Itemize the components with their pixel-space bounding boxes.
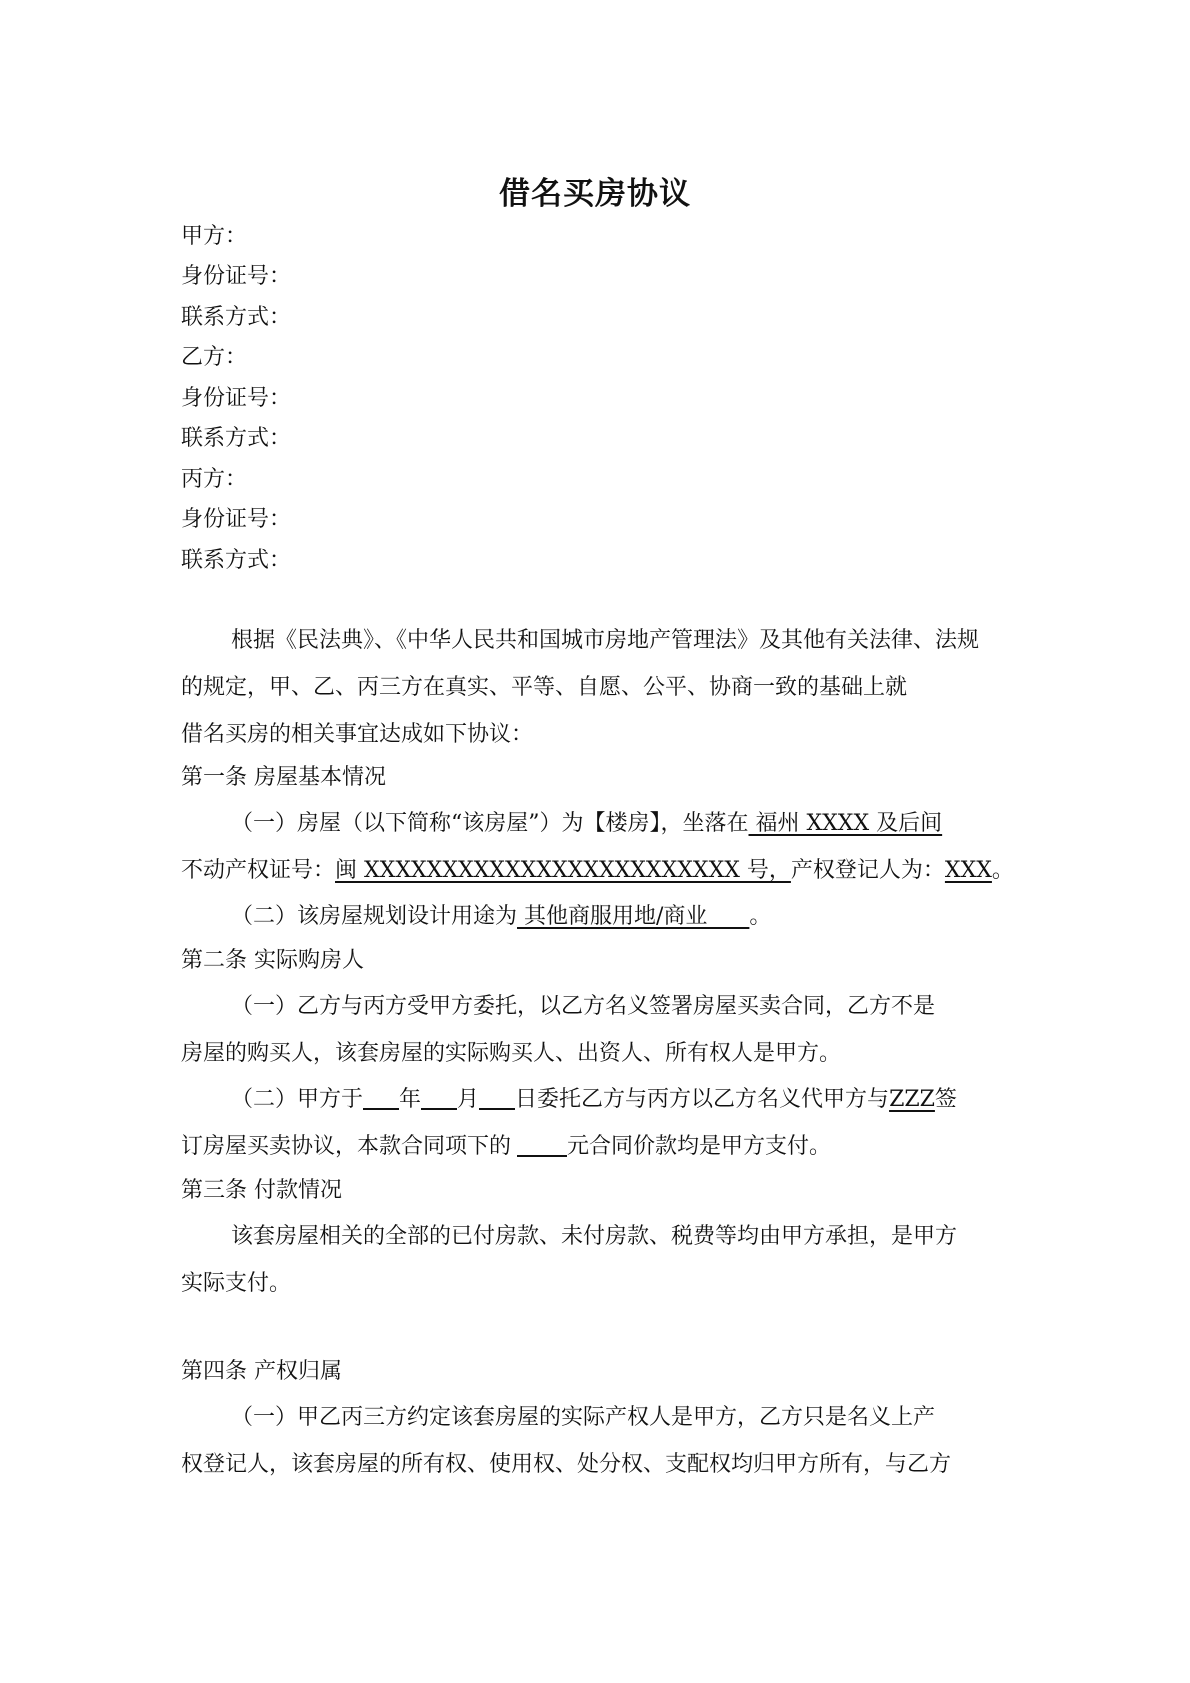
property-location: 福州 XXXX 及后间 [748,811,943,836]
intro-line-1: 根据《民法典》、《中华人民共和国城市房地产管理法》及其他有关法律、法规 [231,628,980,653]
party-b-contact-label: 联系方式： [181,426,292,451]
year-blank [363,1086,399,1110]
article-1-clause-2 [231,902,771,932]
clause-text: 。 [991,858,1014,883]
article-2-clause-2-cont [181,1132,831,1162]
clause-text: 签 [934,1087,957,1112]
clause-text: 月 [457,1087,480,1112]
planned-use: 其他商服用地/商业 [517,904,750,929]
clause-text: （二）该房屋规划设计用途为 [231,904,518,929]
clause-text: 年 [399,1087,422,1112]
article-3-line-2: 实际支付。 [181,1271,292,1296]
article-3-line-1: 该套房屋相关的全部的已付房款、未付房款、税费等均由甲方承担，是甲方 [231,1224,958,1249]
article-2-clause-2 [231,1085,957,1115]
party-a-id-label: 身份证号： [181,264,292,289]
article-4-line-2: 权登记人，该套房屋的所有权、使用权、处分权、支配权均归甲方所有，与乙方 [181,1452,952,1477]
document-title: 借名买房协议 [499,176,691,212]
article-2-clause-1-line-2: 房屋的购买人，该套房屋的实际购买人、出资人、所有权人是甲方。 [181,1041,842,1066]
property-cert-number: 闽 XXXXXXXXXXXXXXXXXXXXXXXX 号， [335,858,791,883]
party-b-label: 乙方： [181,345,248,370]
article-2-heading: 第二条 实际购房人 [181,948,364,973]
article-1-clause-1-cont [181,856,1014,886]
party-b-id-label: 身份证号： [181,386,292,411]
article-2-clause-1-line-1: （一）乙方与丙方受甲方委托，以乙方名义签署房屋买卖合同，乙方不是 [231,994,936,1019]
article-3-heading: 第三条 付款情况 [181,1178,342,1203]
clause-text: （一）房屋（以下简称“该房屋”）为【楼房】，坐落在 [231,811,749,836]
clause-text: 日委托乙方与丙方以乙方名义代甲方与 [515,1087,890,1112]
party-c-id-label: 身份证号： [181,507,292,532]
party-c-contact-label: 联系方式： [181,548,292,573]
party-c-label: 丙方： [181,467,248,492]
party-a-label: 甲方： [181,224,248,249]
article-4-line-1: （一）甲乙丙三方约定该套房屋的实际产权人是甲方，乙方只是名义上产 [231,1405,936,1430]
article-1-clause-1 [231,809,942,839]
article-1-heading: 第一条 房屋基本情况 [181,765,386,790]
clause-text: 不动产权证号： [181,858,336,883]
clause-text: 订房屋买卖协议，本款合同项下的 [181,1134,512,1159]
registered-owner: XXX [944,858,992,883]
seller-name: ZZZ [889,1087,935,1112]
article-4-heading: 第四条 产权归属 [181,1359,342,1384]
intro-line-3: 借名买房的相关事宜达成如下协议： [181,722,534,747]
month-blank [421,1086,457,1110]
intro-line-2: 的规定，甲、乙、丙三方在真实、平等、自愿、公平、协商一致的基础上就 [181,675,908,700]
clause-text: 。 [749,904,772,929]
clause-text: （二）甲方于 [231,1087,364,1112]
clause-text: 产权登记人为： [790,858,945,883]
party-a-contact-label: 联系方式： [181,305,292,330]
day-blank [479,1086,515,1110]
clause-text: 元合同价款均是甲方支付。 [567,1134,832,1159]
price-blank [517,1133,567,1157]
